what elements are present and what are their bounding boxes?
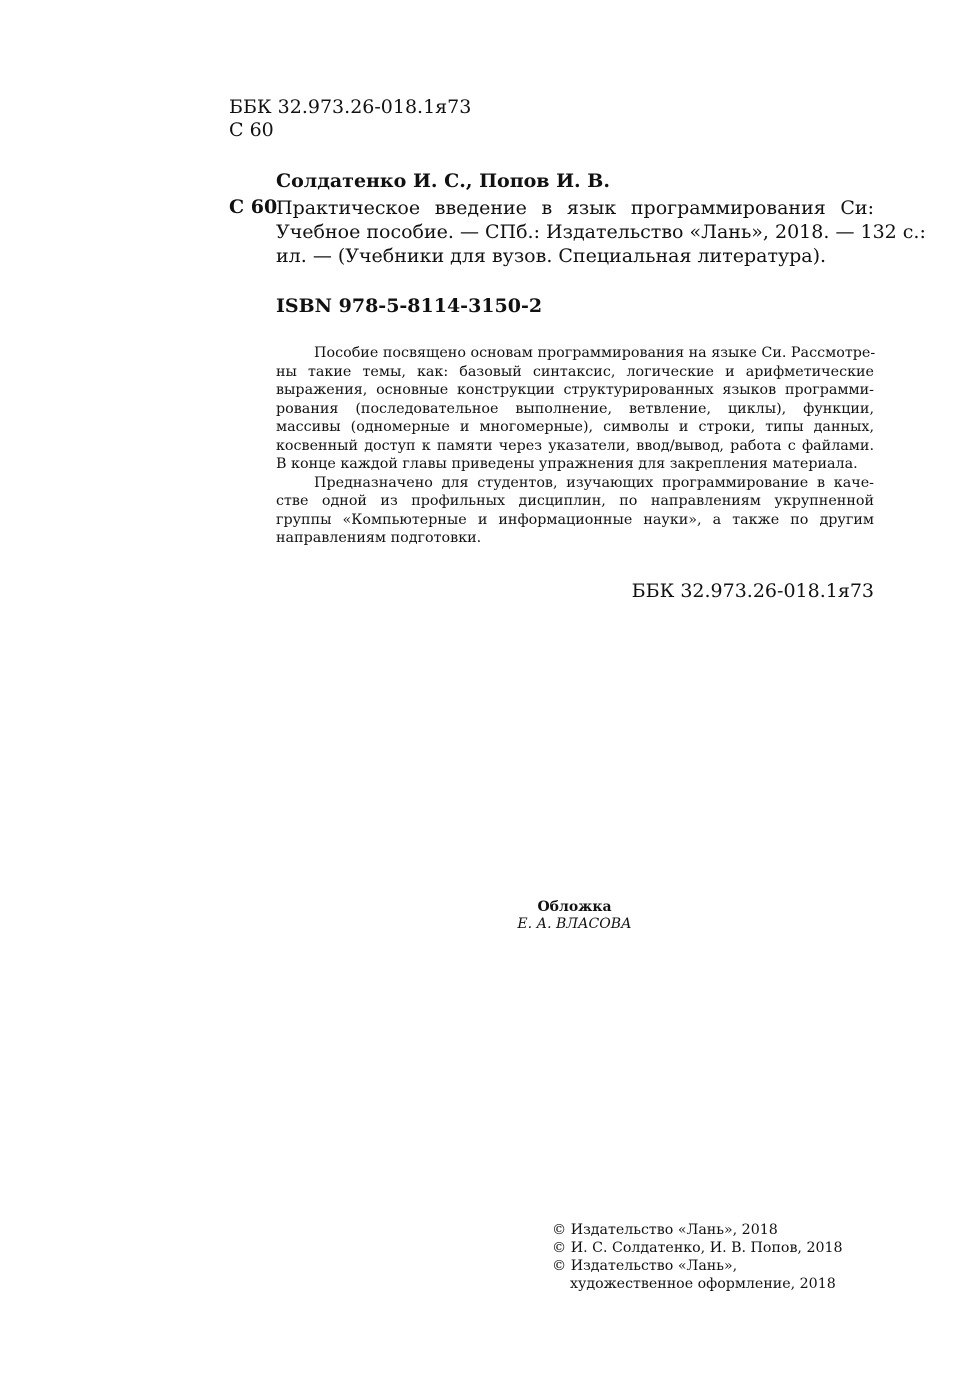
bibliographic-description (276, 196, 926, 268)
copyright-line: художественное оформление, 2018 (570, 1276, 836, 1292)
authors: Солдатенко И. С., Попов И. В. (276, 170, 610, 192)
abstract-line: массивы (одномерные и многомерные), символы и строки, типы данных, (276, 419, 874, 435)
abstract-line: косвенный доступ к памяти через указатели, ввод/вывод, работа с файлами. (276, 437, 874, 454)
abstract-line: Пособие посвящено основам программирования на языке Си. Рассмотре- (314, 345, 876, 361)
abstract-line: В конце каждой главы приведены упражнения для закрепления материала. (276, 456, 858, 472)
biblio-line: ил. — (Учебники для вузов. Специальная литература). (276, 245, 827, 267)
copyright-line: © Издательство «Лань», 2018 (552, 1222, 778, 1238)
cover-designer: Е. А. ВЛАСОВА (517, 916, 632, 932)
biblio-line: Практическое введение в язык программирования Си: (276, 197, 874, 219)
bbk-header (229, 96, 471, 142)
bbk-code: ББК 32.973.26-018.1я73 (229, 96, 472, 118)
cover-label: Обложка (537, 899, 612, 915)
copyright-line: © И. С. Солдатенко, И. В. Попов, 2018 (552, 1240, 843, 1256)
abstract-line: выражения, основные конструкции структурированных языков программи- (276, 382, 874, 398)
cover-credit (0, 899, 975, 933)
copyright-block (552, 1221, 843, 1293)
abstract-line: рования (последовательное выполнение, ветвление, циклы), функции, (276, 400, 874, 417)
copyright-line: © Издательство «Лань», (552, 1258, 738, 1274)
abstract (276, 344, 874, 548)
abstract-line: стве одной из профильных дисциплин, по направлениям укрупненной (276, 493, 874, 509)
isbn: ISBN 978-5-8114-3150-2 (276, 295, 543, 317)
bbk-code-bottom: ББК 32.973.26-018.1я73 (631, 580, 874, 602)
author-mark-label: С 60 (229, 196, 278, 218)
author-mark: С 60 (229, 119, 274, 141)
abstract-line: направлениям подготовки. (276, 530, 482, 546)
biblio-line: Учебное пособие. — СПб.: Издательство «Лань», 2018. — 132 с.: (276, 221, 926, 243)
abstract-line: группы «Компьютерные и информационные науки», а также по другим (276, 511, 874, 528)
abstract-line: ны такие темы, как: базовый синтаксис, логические и арифметические (276, 363, 874, 380)
abstract-line: Предназначено для студентов, изучающих программирование в каче- (314, 474, 874, 491)
